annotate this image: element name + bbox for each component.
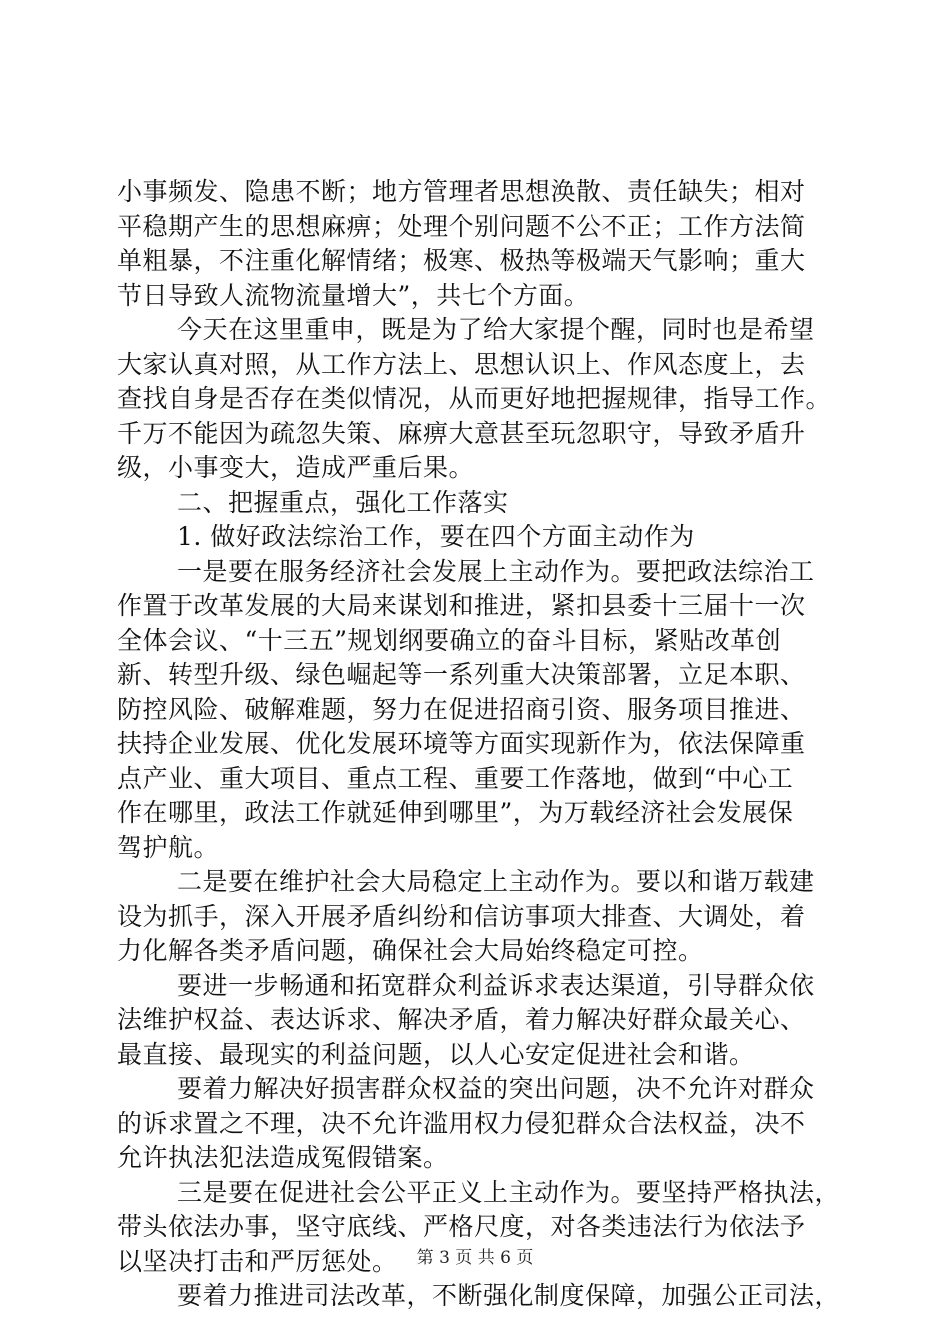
text-line: 的诉求置之不理，决不允许滥用权力侵犯群众合法权益，决不 [117, 1108, 806, 1138]
text-line: 力化解各类矛盾问题，确保社会大局始终稳定可控。 [117, 936, 704, 965]
text-line: 单粗暴，不注重化解情绪；极寒、极热等极端天气影响；重大 [117, 246, 806, 275]
text-line: 带头依法办事，坚守底线、严格尺度，对各类违法行为依法予 [117, 1212, 806, 1241]
text-line: 二是要在维护社会大局稳定上主动作为。要以和谐万载建 [177, 867, 815, 896]
text-line: 以坚决打击和严厉惩处。 [117, 1246, 398, 1276]
text-line: 设为抓手，深入开展矛盾纠纷和信访事项大排查、大调处，着 [117, 901, 806, 931]
text-line: 三是要在促进社会公平正义上主动作为。要坚持严格执法， [177, 1177, 841, 1207]
text-line: 驾护航。 [117, 832, 220, 862]
text-line: 级，小事变大，造成严重后果。 [117, 453, 475, 482]
text-line: 一是要在服务经济社会发展上主动作为。要把政法综治工 [177, 556, 815, 586]
page-number-footer: 第 3 页 共 6 页 [416, 1248, 534, 1268]
text-line: 法维护权益、表达诉求、解决矛盾，着力解决好群众最关心、 [117, 1005, 806, 1034]
text-line: 要着力推进司法改革，不断强化制度保障，加强公正司法， [177, 1281, 841, 1310]
subsection-heading: 1. 做好政法综治工作，要在四个方面主动作为 [177, 522, 695, 551]
text-line: 全体会议、“十三五”规划纲要确立的奋斗目标，紧贴改革创 [117, 625, 782, 655]
text-line: 要进一步畅通和拓宽群众利益诉求表达渠道，引导群众依 [177, 970, 815, 1000]
text-line: 扶持企业发展、优化发展环境等方面实现新作为，依法保障重 [117, 729, 806, 758]
text-line: 节日导致人流物流量增大”，共七个方面。 [117, 280, 590, 310]
text-line: 点产业、重大项目、重点工程、重要工作落地，做到“中心工 [117, 763, 794, 793]
text-line: 今天在这里重申，既是为了给大家提个醒，同时也是希望 [177, 315, 815, 344]
section-heading: 二、把握重点，强化工作落实 [177, 487, 509, 517]
text-line: 小事频发、隐患不断；地方管理者思想涣散、责任缺失；相对 [117, 177, 806, 206]
text-line: 最直接、最现实的利益问题，以人心安定促进社会和谐。 [117, 1039, 755, 1069]
text-line: 千万不能因为疏忽失策、麻痹大意甚至玩忽职守，导致矛盾升 [117, 418, 806, 448]
document-body [117, 175, 842, 1314]
text-line: 要着力解决好损害群众权益的突出问题，决不允许对群众 [177, 1074, 815, 1103]
text-line: 平稳期产生的思想麻痹；处理个别问题不公不正；工作方法简 [117, 211, 806, 241]
text-line: 作在哪里，政法工作就延伸到哪里”，为万载经济社会发展保 [117, 798, 794, 827]
text-line: 允许执法犯法造成冤假错案。 [117, 1143, 449, 1172]
text-line: 防控风险、破解难题，努力在促进招商引资、服务项目推进、 [117, 694, 806, 724]
text-line: 作置于改革发展的大局来谋划和推进，紧扣县委十三届十一次 [117, 591, 806, 620]
text-line: 查找自身是否存在类似情况，从而更好地把握规律，指导工作。 [117, 384, 832, 413]
text-line: 大家认真对照，从工作方法上、思想认识上、作风态度上，去 [117, 349, 806, 379]
text-line: 新、转型升级、绿色崛起等一系列重大决策部署，立足本职、 [117, 660, 806, 689]
